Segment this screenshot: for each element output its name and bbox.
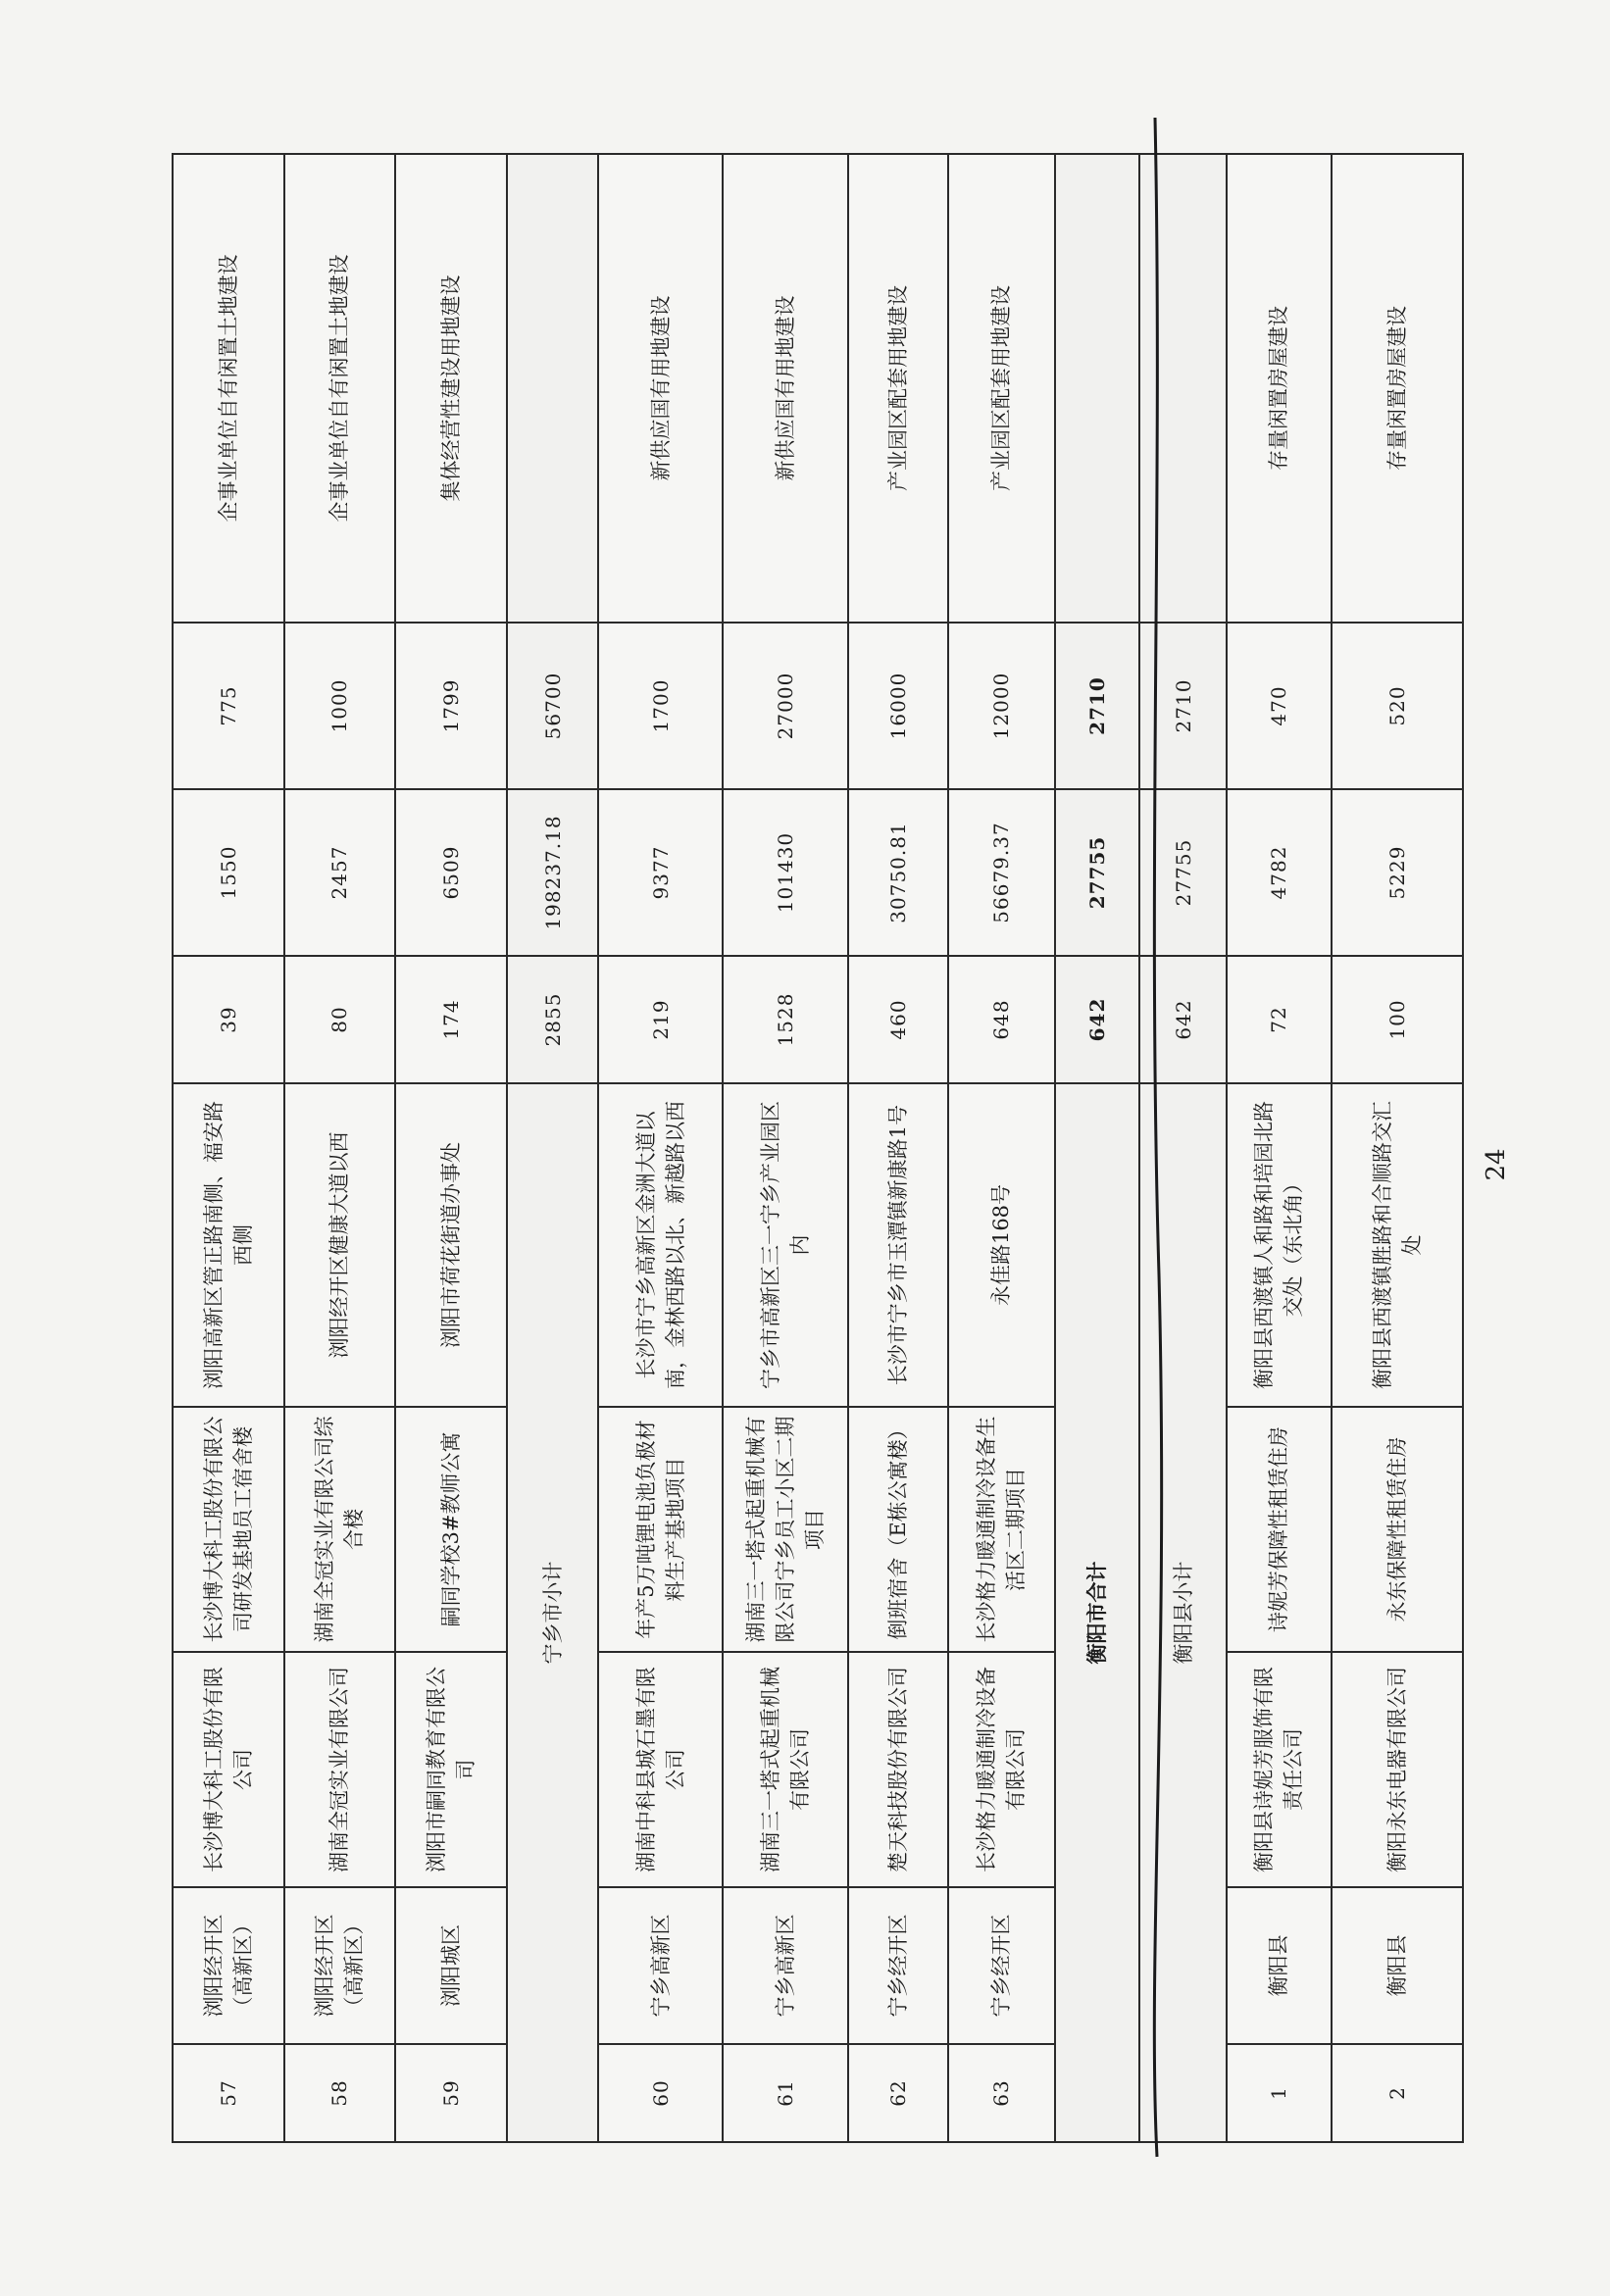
- land-cell: 1700: [598, 623, 723, 789]
- district-cell: 宁乡经开区: [948, 1887, 1055, 2044]
- type-cell: 产业园区配套用地建设: [948, 154, 1055, 623]
- area-cell: 6509: [395, 789, 507, 956]
- seq-cell: 58: [284, 2044, 396, 2142]
- page-number: 24: [1482, 1148, 1511, 1181]
- location-cell: 宁乡市高新区三一宁乡产业园区内: [723, 1083, 847, 1407]
- company-cell: 楚天科技股份有限公司: [848, 1652, 948, 1887]
- area-cell: 4782: [1227, 789, 1332, 956]
- seq-cell: 1: [1227, 2044, 1332, 2142]
- land-cell: 1799: [395, 623, 507, 789]
- type-cell: 企事业单位自有闲置土地建设: [284, 154, 396, 623]
- type-cell: 企事业单位自有闲置土地建设: [173, 154, 284, 623]
- subtotal-row-ningxiang: [507, 154, 598, 2142]
- district-cell: 浏阳经开区（高新区）: [284, 1887, 396, 2044]
- area-cell: 1550: [173, 789, 284, 956]
- area-cell: 56679.37: [948, 789, 1055, 956]
- location-cell: 浏阳市荷花街道办事处: [395, 1083, 507, 1407]
- units-cell: 174: [395, 956, 507, 1083]
- table-row: [1227, 154, 1332, 2142]
- district-cell: 衡阳县: [1332, 1887, 1463, 2044]
- units-cell: 80: [284, 956, 396, 1083]
- company-cell: 湖南全冠实业有限公司: [284, 1652, 396, 1887]
- location-cell: 浏阳经开区健康大道以西: [284, 1083, 396, 1407]
- location-cell: 永佳路168号: [948, 1083, 1055, 1407]
- units-cell: 72: [1227, 956, 1332, 1083]
- district-cell: 浏阳城区: [395, 1887, 507, 2044]
- type-cell: 新供应国有用地建设: [723, 154, 847, 623]
- project-cell: 嗣同学校3#教师公寓: [395, 1407, 507, 1652]
- project-cell: 湖南全冠实业有限公司综合楼: [284, 1407, 396, 1652]
- housing-project-table: [172, 155, 1464, 2143]
- total-land: 2710: [1055, 623, 1139, 789]
- area-cell: 9377: [598, 789, 723, 956]
- table-row: [948, 154, 1055, 2142]
- project-cell: 长沙格力暖通制冷设备生活区二期项目: [948, 1407, 1055, 1652]
- total-row-hengyang-city: [1055, 154, 1139, 2142]
- units-cell: 100: [1332, 956, 1463, 1083]
- total-type: [1055, 154, 1139, 623]
- units-cell: 219: [598, 956, 723, 1083]
- location-cell: 衡阳县西渡镇人和路和培园北路交处（东北角）: [1227, 1083, 1332, 1407]
- area-cell: 30750.81: [848, 789, 948, 956]
- subtotal-area: 198237.18: [507, 789, 598, 956]
- table-row: [173, 154, 284, 2142]
- land-cell: 27000: [723, 623, 847, 789]
- location-cell: 长沙市宁乡高新区金洲大道以南，金林西路以北、新越路以西: [598, 1083, 723, 1407]
- district-cell: 衡阳县: [1227, 1887, 1332, 2044]
- seq-cell: 57: [173, 2044, 284, 2142]
- type-cell: 存量闲置房屋建设: [1332, 154, 1463, 623]
- total-units: 642: [1055, 956, 1139, 1083]
- subtotal-label: 衡阳县小计: [1139, 1083, 1227, 2142]
- seq-cell: 61: [723, 2044, 847, 2142]
- units-cell: 1528: [723, 956, 847, 1083]
- company-cell: 衡阳县诗妮芳服饰有限责任公司: [1227, 1652, 1332, 1887]
- seq-cell: 2: [1332, 2044, 1463, 2142]
- project-cell: 倒班宿舍（E栋公寓楼）: [848, 1407, 948, 1652]
- units-cell: 39: [173, 956, 284, 1083]
- district-cell: 宁乡高新区: [598, 1887, 723, 2044]
- location-cell: 长沙市宁乡市玉潭镇新康路1号: [848, 1083, 948, 1407]
- land-cell: 12000: [948, 623, 1055, 789]
- type-cell: 存量闲置房屋建设: [1227, 154, 1332, 623]
- subtotal-type: [507, 154, 598, 623]
- total-label: 衡阳市合计: [1055, 1083, 1139, 2142]
- type-cell: 产业园区配套用地建设: [848, 154, 948, 623]
- table-row: [848, 154, 948, 2142]
- project-cell: 年产5万吨锂电池负极材料生产基地项目: [598, 1407, 723, 1652]
- seq-cell: 60: [598, 2044, 723, 2142]
- area-cell: 2457: [284, 789, 396, 956]
- district-cell: 宁乡经开区: [848, 1887, 948, 2044]
- subtotal-label: 宁乡市小计: [507, 1083, 598, 2142]
- subtotal-row-hengyang-county: [1139, 154, 1227, 2142]
- land-cell: 470: [1227, 623, 1332, 789]
- units-cell: 460: [848, 956, 948, 1083]
- land-cell: 775: [173, 623, 284, 789]
- project-cell: 永东保障性租赁住房: [1332, 1407, 1463, 1652]
- table-row: [598, 154, 723, 2142]
- company-cell: 长沙博大科工股份有限公司: [173, 1652, 284, 1887]
- total-area: 27755: [1055, 789, 1139, 956]
- company-cell: 浏阳市嗣同教育有限公司: [395, 1652, 507, 1887]
- table-row: [284, 154, 396, 2142]
- land-cell: 1000: [284, 623, 396, 789]
- district-cell: 宁乡高新区: [723, 1887, 847, 2044]
- land-cell: 520: [1332, 623, 1463, 789]
- company-cell: 衡阳永东电器有限公司: [1332, 1652, 1463, 1887]
- area-cell: 101430: [723, 789, 847, 956]
- company-cell: 湖南三一塔式起重机械有限公司: [723, 1652, 847, 1887]
- subtotal-land: 56700: [507, 623, 598, 789]
- location-cell: 浏阳高新区管正路南侧、福安路西侧: [173, 1083, 284, 1407]
- subtotal-units: 2855: [507, 956, 598, 1083]
- seq-cell: 63: [948, 2044, 1055, 2142]
- type-cell: 新供应国有用地建设: [598, 154, 723, 623]
- subtotal-area: 27755: [1139, 789, 1227, 956]
- type-cell: 集体经营性建设用地建设: [395, 154, 507, 623]
- company-cell: 湖南中科县城石墨有限公司: [598, 1652, 723, 1887]
- subtotal-units: 642: [1139, 956, 1227, 1083]
- area-cell: 5229: [1332, 789, 1463, 956]
- subtotal-land: 2710: [1139, 623, 1227, 789]
- location-cell: 衡阳县西渡镇胜路和合顺路交汇处: [1332, 1083, 1463, 1407]
- project-cell: 诗妮芳保障性租赁住房: [1227, 1407, 1332, 1652]
- project-cell: 湖南三一塔式起重机械有限公司宁乡员工小区二期项目: [723, 1407, 847, 1652]
- table-row: [723, 154, 847, 2142]
- subtotal-type: [1139, 154, 1227, 623]
- units-cell: 648: [948, 956, 1055, 1083]
- company-cell: 长沙格力暖通制冷设备有限公司: [948, 1652, 1055, 1887]
- project-cell: 长沙博大科工股份有限公司研发基地员工宿舍楼: [173, 1407, 284, 1652]
- district-cell: 浏阳经开区（高新区）: [173, 1887, 284, 2044]
- seq-cell: 62: [848, 2044, 948, 2142]
- seq-cell: 59: [395, 2044, 507, 2142]
- land-cell: 16000: [848, 623, 948, 789]
- table-row: [1332, 154, 1463, 2142]
- table-row: [395, 154, 507, 2142]
